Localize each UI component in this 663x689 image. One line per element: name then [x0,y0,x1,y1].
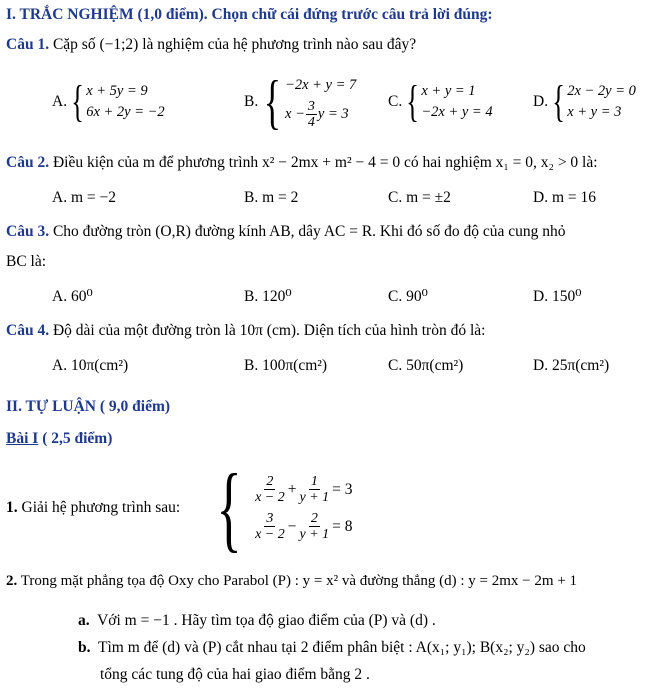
brace-icon: { [216,454,242,561]
bai1-q2-label: 2. [6,573,18,589]
r2-rhs: = 8 [332,517,353,535]
question-1 [6,36,416,54]
system-row-2 [252,511,352,542]
bai1-title [6,430,112,448]
bai1-q2b-label: b. [78,639,91,656]
r2-op: − [287,517,297,535]
bai1-q1-text: Giải hệ phương trình sau: [21,499,181,516]
question-1-label: Câu 1. [6,36,50,53]
question-3 [6,223,565,241]
q1-b-eq1: −2x + y = 7 [285,76,357,93]
r1-rhs: = 3 [332,480,353,498]
bai1-q2b [78,639,586,657]
q1-a-eq2: 6x + 2y = −2 [86,104,165,120]
question-4-text: Độ dài của một đường tròn là 10π (cm). Diện tích của hình tròn đó là: [52,322,486,339]
r1-num1: 2 [266,474,274,489]
r1-den1: x − 2 [255,490,285,505]
q1-option-b [244,69,357,135]
q1-b-eq2-pre: x − [285,106,305,122]
bai1-q2a [78,612,436,630]
brace-icon: { [71,77,84,126]
q1-option-d [533,77,636,126]
question-2-label: Câu 2. [6,154,50,171]
question-4 [6,322,485,340]
question-3-line2: BC là: [6,253,47,270]
bai1-q2b-line2: tổng các tung độ của hai giao điểm bằng 2 . [100,666,370,683]
question-1-text: Cặp số (−1;2) là nghiệm của hệ phương trình nào sau đây? [52,36,417,53]
q1-a-eq1: x + 5y = 9 [86,83,148,99]
q1-option-d-letter: D. [533,93,549,110]
q4-option-c: C. 50π(cm²) [388,357,464,374]
r1-op: + [287,480,297,498]
r2-num2: 2 [310,511,318,526]
q1-option-b-letter: B. [244,93,259,110]
question-3-label: Câu 3. [6,223,50,240]
bai1-q2-text: Trong mặt phẳng tọa độ Oxy cho Parabol (P) : y = x² và đường thẳng (d) : y = 2mx − 2m + 1 [20,573,578,589]
bai1-q2 [6,573,577,590]
bai1-system [206,454,353,561]
bai1-q2b-line1: Tìm m để (d) và (P) cắt nhau tại 2 điểm phân biệt : A(x₁; y₁); B(x₂; y₂) sao cho [97,639,586,656]
question-4-label: Câu 4. [6,322,50,339]
q1-d-eq1: 2x − 2y = 0 [567,83,636,99]
q2-option-d: D. m = 16 [533,189,596,206]
q3-option-c: C. 90⁰ [388,288,428,305]
q1-option-a [52,77,165,126]
brace-icon: { [406,77,420,126]
bai1-label: Bài I [6,430,39,447]
brace-icon: { [263,69,282,135]
q3-option-d: D. 150⁰ [533,288,582,305]
q2-option-a: A. m = −2 [52,189,116,206]
q1-c-eq1: x + y = 1 [421,83,476,99]
bai1-q2a-label: a. [78,612,90,629]
q3-option-a: A. 60⁰ [52,288,93,305]
q4-option-d: D. 25π(cm²) [533,357,610,374]
q1-b-frac-den: 4 [307,114,315,130]
q1-option-c-letter: C. [388,93,403,110]
q1-option-a-letter: A. [52,93,68,110]
question-2 [6,154,598,172]
q1-b-eq2-post: y = 3 [317,106,349,122]
bai1-q1 [6,499,180,517]
q2-option-b: B. m = 2 [244,189,299,206]
r1-num2: 1 [310,474,318,489]
bai1-score: ( 2,5 điểm) [38,430,113,447]
q3-option-b: B. 120⁰ [244,288,292,305]
part1-heading: I. TRẮC NGHIỆM (1,0 điểm). Chọn chữ cái đứng trước câu trả lời đúng: [6,6,493,23]
q1-b-frac-num: 3 [307,98,315,114]
part2-heading: II. TỰ LUẬN ( 9,0 điểm) [6,398,171,415]
brace-icon: { [552,77,565,126]
system-row-1 [252,474,352,505]
q4-option-b: B. 100π(cm²) [244,357,328,374]
r1-den2: y + 1 [299,490,330,505]
q4-option-a: A. 10π(cm²) [52,357,129,374]
r2-den2: y + 1 [299,527,330,542]
question-2-text: Điều kiện của m để phương trình x² − 2mx + m² − 4 = 0 có hai nghiệm x₁ = 0, x₂ > 0 là: [52,154,598,171]
q2-option-c: C. m = ±2 [388,189,451,206]
q1-c-eq2: −2x + y = 4 [421,104,493,120]
bai1-q1-label: 1. [6,499,18,516]
q1-d-eq2: x + y = 3 [567,104,622,120]
r2-num1: 3 [266,511,274,526]
r2-den1: x − 2 [255,527,285,542]
bai1-q2a-text: Với m = −1 . Hãy tìm tọa độ giao điểm của (P) và (d) . [97,612,436,629]
question-3-line1: Cho đường tròn (O,R) đường kính AB, dây AC = R. Khi đó số đo độ của cung nhỏ [52,223,566,240]
q1-option-c [388,77,493,126]
